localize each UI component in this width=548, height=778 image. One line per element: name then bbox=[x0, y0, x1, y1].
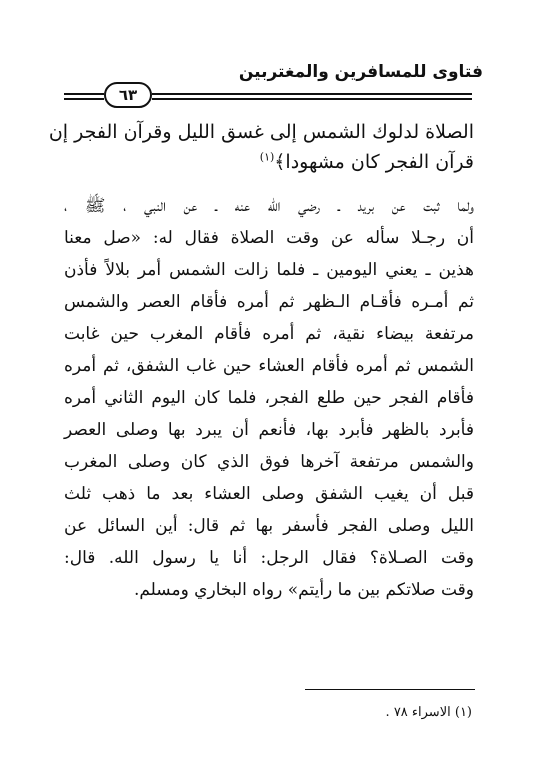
body-line: وقت صلاتكم بين ما رأيتم» رواه البخاري ومسلم. bbox=[133, 580, 474, 600]
footnote-marker: (١) bbox=[259, 150, 275, 164]
body-line: فأبرد بالظهر فأبرد بها، فأنعم أن يبرد بها وصلى العصر bbox=[64, 420, 474, 440]
body-line: ولما ثبت عن بريد ـ رضي الله عنه ـ عن النبي ، ﷺ ، bbox=[64, 196, 474, 216]
body-line: ثم أمـره فأقـام الـظهر ثم أمره فأقام العصر والشمس bbox=[64, 292, 474, 312]
body-line: قبل أن يغيب الشفق وصلى العشاء بعد ما ذهب ثلث bbox=[64, 484, 474, 504]
body-line: والشمس مرتفعة آخرها فوق الذي كان وصلى المغرب bbox=[64, 452, 474, 472]
body-line: مرتفعة بيضاء نقية، ثم أمره فأقام المغرب حين غابت bbox=[64, 324, 474, 344]
body-line: الشمس ثم أمره فأقام العشاء حين غاب الشفق، ثم أمره bbox=[64, 356, 474, 376]
body-line-text: قرآن الفجر كان مشهودا﴾ bbox=[274, 151, 474, 173]
footnote: (١) الاسراء ٧٨ . bbox=[385, 705, 472, 720]
body-line: فأقام الفجر حين طلع الفجر، فلما كان اليوم الثاني أمره bbox=[64, 388, 474, 408]
header-rule bbox=[152, 98, 472, 100]
page-number: ٦٣ bbox=[104, 82, 152, 108]
running-title: فتاوى للمسافرين والمغتربين bbox=[238, 62, 483, 82]
body-line: الليل وصلى الفجر فأسفر بها ثم قال: أين السائل عن bbox=[64, 516, 474, 536]
body-line: الصلاة لدلوك الشمس إلى غسق الليل وقرآن الفجر إن bbox=[48, 121, 474, 143]
body-line: أن رجـلا سأله عن وقت الصلاة فقال له: «صل معنا bbox=[64, 228, 474, 248]
header-rule bbox=[64, 98, 104, 100]
footnote-rule bbox=[305, 689, 475, 690]
body-line: وقت الصـلاة؟ فقال الرجل: أنا يا رسول الله. قال: bbox=[64, 548, 474, 568]
body-line: هذين ـ يعني اليومين ـ فلما زالت الشمس أمر بلالاً فأذن bbox=[64, 260, 474, 280]
header-rule bbox=[64, 93, 104, 95]
body-line bbox=[64, 148, 474, 176]
header-rule bbox=[152, 93, 472, 95]
